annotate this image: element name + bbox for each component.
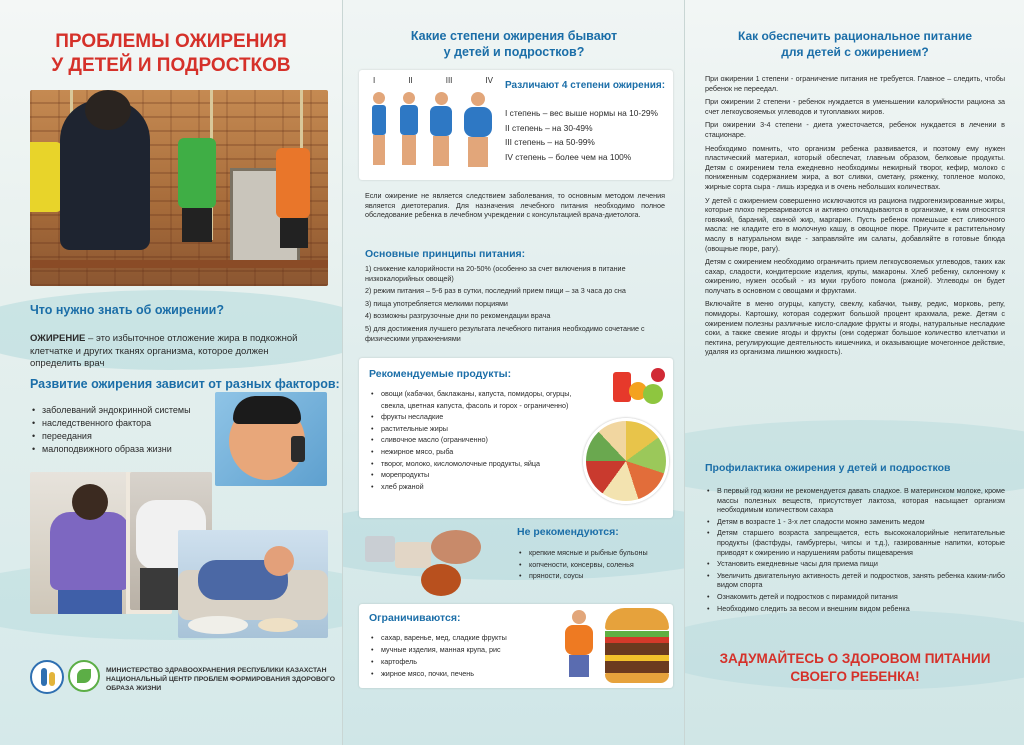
list-item: • В первый год жизни не рекомендуется давать сладкое. В материнском молоке, кроме массы полезных веществ, присутствует лактоза, которая насыщает организм необходимым количеством сахара: [707, 486, 1005, 515]
paragraph: Детям с ожирением необходимо ограничить прием легкоусвояемых углеводов, таких как сахар, сладости, кондитерские изделия, крупы, макароны. Хлеб ребенку, склонному к ожирению, нужен особый - из муки грубого помола (ржаной). Углеводы он будет получать в основном с овощами и фруктами.: [705, 257, 1005, 295]
child-scale-image: [559, 610, 599, 684]
health-center-logo: [68, 660, 100, 692]
list-item: • переедания: [32, 430, 202, 443]
degrees-heading: Различают 4 степени ожирения:: [505, 80, 666, 91]
not-recommended-list: [519, 547, 675, 582]
list-item: • Установить ежедневные часы для приема пищи: [707, 559, 1005, 569]
list-item: • овощи (кабачки, баклажаны, капуста, помидоры, огурцы, свекла, цветная капуста, фасоль и горох - ограниченно): [371, 388, 576, 411]
food-plate-image: [583, 418, 669, 504]
nutrition-title: Как обеспечить рациональное питание для детей с ожирением?: [737, 29, 973, 59]
list-item: 3) пища употребляется мелкими порциями: [365, 298, 508, 308]
list-item: IV степень – более чем на 100%: [505, 151, 632, 162]
paragraph: Необходимо помнить, что организм ребенка развивается, и поэтому ему нужен пластический материал, который обеспечат, главным образом, белковые продукты. Детям с ожирением тела ежедневно необходимы нежирный творог, кефир, молоко с пониженным содержанием жира, а вот сливки, сметану, ряженку, топленое молоко, жирные сорта сыра - лишь изредка и в очень небольших количествах.: [705, 143, 1005, 191]
list-item: • сахар, варенье, мед, сладкие фрукты: [371, 632, 561, 644]
burger-image: [605, 608, 669, 684]
prevention-list: [707, 486, 1005, 613]
paragraph: Включайте в меню огурцы, капусту, свеклу, кабачки, тыкву, редис, морковь, репу, помидоры. Картошку, которая содержит большой процент крахмала, реже. Детям с ожирением полезны различные кисло-сладкие фрукты и ягоды, натуральные несладкие соки, а также свежие ягоды и фрукты (они содержат большое количество клетчатки и пектина, регулирующие деятельность кишечника, и оказывающие мочегонное действие, удаляя из организма лишнюю жидкость).: [705, 299, 1005, 357]
recommended-box: [359, 358, 673, 518]
list-item: • наследственного фактора: [32, 417, 202, 430]
limited-heading: Ограничиваются:: [369, 612, 461, 624]
main-title: ПРОБЛЕМЫ ОЖИРЕНИЯ У ДЕТЕЙ И ПОДРОСТКОВ: [51, 31, 291, 76]
list-item: II степень – на 30-49%: [505, 122, 593, 133]
panel-middle: [342, 0, 684, 745]
definition: [30, 333, 320, 371]
child-phone-photo: [215, 392, 327, 486]
list-item: • картофель: [371, 656, 561, 668]
list-item: • мучные изделия, манная крупа, рис: [371, 644, 561, 656]
factors-heading: Развитие ожирения зависит от разных факторов:: [30, 377, 340, 391]
nutrition-text: [705, 74, 1005, 357]
list-item: • пряности, соусы: [519, 570, 675, 582]
list-item: • Необходимо следить за весом и внешним видом ребенка: [707, 604, 1005, 614]
fruit-image: [611, 362, 669, 412]
therapy-note: Если ожирение не является следствием заболевания, то основным методом лечения является диетотерапия. Для назначения лечебного питания необходимо полное обследование ребенка в лечебном учреждении с консультацией врача-диетолога.: [365, 191, 665, 220]
list-item: 2) режим питания – 5-6 раз в сутки, последний прием пищи – за 3 часа до сна: [365, 286, 626, 296]
paragraph: У детей с ожирением совершенно исключаются из рациона гидрогенизированные жиры, которые плохо перевариваются и активно откладываются в организме, к ним относятся говяжий, бараний, свиной жир, маргарин. Пусть ребенок помешьше ест сливочного масла: не кладите его в молочную кашу, в овощное пюре. Приучите к растительному маслу в натуральном виде - заправляйте им салаты, добавляйте в готовые блюда (овощные пюре, рагу).: [705, 195, 1005, 253]
list-item: • растительные жиры: [371, 423, 576, 435]
list-item: • копчености, консервы, соленья: [519, 559, 675, 571]
list-item: • крепкие мясные и рыбные бульоны: [519, 547, 675, 559]
list-item: 5) для достижения лучшего результата лечебного питания необходимо сочетание с физическими упражнениями: [365, 323, 645, 343]
ministry-caption: МИНИСТЕРСТВО ЗДРАВООХРАНЕНИЯ РЕСПУБЛИКИ КАЗАХСТАН НАЦИОНАЛЬНЫЙ ЦЕНТР ПРОБЛЕМ ФОРМИРОВАНИЯ ЗДОРОВОГО ОБРАЗА ЖИЗНИ: [106, 667, 336, 692]
list-item: • Детям в возрасте 1 - 3-х лет сладости можно заменить медом: [707, 517, 1005, 527]
list-item: • Ознакомить детей и подростков с пирамидой питания: [707, 592, 1005, 602]
paragraph: При ожирении 3-4 степени - диета ужесточается, ребенок нуждается в лечении в стационаре.: [705, 120, 1005, 139]
factors-list: [32, 404, 202, 456]
what-heading: Что нужно знать об ожирении?: [30, 303, 225, 317]
prevention-heading: Профилактика ожирения у детей и подростков: [705, 462, 951, 474]
footer-slogan: ЗАДУМАЙТЕСЬ О ЗДОРОВОМ ПИТАНИИ СВОЕГО РЕБЕНКА!: [719, 651, 991, 684]
paragraph: При ожирении 2 степени - ребенок нуждается в уменьшении калорийности рациона за счет легкоусвояемых углеводов и тугоплавких жиров.: [705, 97, 1005, 116]
list-item: • заболеваний эндокринной системы: [32, 404, 202, 417]
definition-term: ОЖИРЕНИЕ: [30, 333, 86, 344]
limited-box: [359, 604, 673, 688]
paragraph: При ожирении 1 степени - ограничение питания не требуется. Главное – следить, чтобы ребенок не переедал.: [705, 74, 1005, 93]
panel-left: [0, 0, 342, 745]
list-item: • сливочное масло (ограниченно): [371, 434, 576, 446]
degrees-box: [359, 70, 673, 180]
list-item: • Детям старшего возраста запрещается, есть высококалорийные непитательные продукты (фастфуды, гамбургеры, чипсы и т.д.), газированные напитки, которые приводят к ожирению и нарушениям работы пищеварения: [707, 528, 1005, 557]
recommended-heading: Рекомендуемые продукты:: [369, 368, 512, 380]
degrees-title: Какие степени ожирения бывают у детей и подростков?: [410, 29, 618, 59]
list-item: • морепродукты: [371, 469, 576, 481]
list-item: • фрукты несладкие: [371, 411, 576, 423]
sofa-boy-photo: [178, 530, 328, 638]
list-item: 1) снижение калорийности на 20-50% (особенно за счет включения в питание низкокалорийных овощей): [365, 264, 626, 283]
principles-heading: Основные принципы питания:: [365, 248, 526, 260]
list-item: • творог, молоко, кисломолочные продукты, яйца: [371, 458, 576, 470]
panel-right: [684, 0, 1024, 745]
not-recommended-image: [365, 528, 495, 596]
gym-photo: [30, 90, 328, 286]
roman-numerals: I II III IV: [373, 76, 493, 85]
kids-silhouettes: [369, 88, 499, 176]
limited-list: [371, 632, 561, 680]
list-item: • малоподвижного образа жизни: [32, 443, 202, 456]
ministry-logo: [30, 660, 64, 694]
list-item: I степень – вес выше нормы на 10-29%: [505, 108, 658, 118]
list-item: 4) возможны разгрузочные дни по рекомендации врача: [365, 311, 551, 321]
list-item: • нежирное мясо, рыба: [371, 446, 576, 458]
principles-list: [365, 264, 665, 343]
list-item: III степень – на 50-99%: [505, 137, 595, 147]
list-item: • Увеличить двигательную активность детей и подростков, занять ребенка каким-либо видом спорта: [707, 571, 1005, 590]
list-item: • хлеб ржаной: [371, 481, 576, 493]
recommended-list: [371, 388, 576, 492]
definition-text: – это избыточное отложение жира в подкожной клетчатке и других тканях организма, которое должен определить врач: [30, 333, 298, 369]
list-item: • жирное мясо, почки, печень: [371, 668, 561, 680]
not-recommended-heading: Не рекомендуются:: [517, 526, 619, 538]
degrees-list: [505, 106, 670, 164]
